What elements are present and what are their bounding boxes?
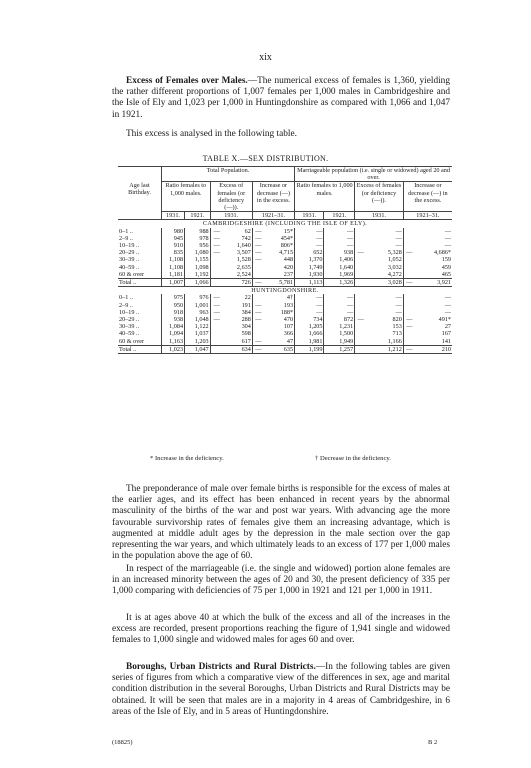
cell-ex: 1,640 — [236, 242, 251, 250]
cell-age: 40–59 .. — [119, 263, 140, 271]
header-excess-total: Excess of females (or deficiency (—)). — [210, 182, 252, 212]
total-cell-mex: 1,212 — [366, 345, 403, 353]
cell-r21: 1,192 — [185, 271, 211, 279]
table-row — [118, 309, 452, 316]
cell-mex: 1,052 — [387, 256, 402, 264]
table-row — [118, 316, 452, 323]
cell-cs — [252, 294, 264, 301]
cell-mch: — — [444, 301, 451, 309]
table-row — [118, 323, 452, 330]
total-row — [118, 279, 452, 287]
cell-cs: — — [252, 249, 264, 256]
cell-r31: 1,108 — [162, 264, 185, 271]
cell-m21: 1,949 — [324, 338, 355, 346]
cell-age: 2–9 .. — [119, 234, 133, 242]
cell-ch: 454* — [280, 234, 294, 242]
cell-es: — — [210, 294, 223, 301]
header-ratio-marriageable: Ratio females to 1,000 males. — [295, 182, 355, 212]
cell-ch: 366 — [283, 330, 294, 338]
total-cell-ex: 726 — [223, 279, 252, 287]
table-row — [118, 228, 452, 235]
cell-mes — [355, 309, 367, 316]
cell-r21: 1,001 — [185, 302, 211, 309]
cell-m31: — — [295, 235, 324, 242]
table-caption: TABLE X.—SEX DISTRIBUTION. — [202, 154, 329, 163]
cell-es — [210, 256, 223, 263]
cell-age: 2–9 .. — [119, 301, 133, 309]
cell-mes — [355, 256, 367, 263]
header-blank — [118, 167, 162, 182]
total-cell-ex: 634 — [223, 345, 252, 353]
cell-mch: — — [444, 227, 451, 235]
cell-mcs — [403, 235, 415, 242]
cell-r21: 1,098 — [185, 264, 211, 271]
cell-m21: — — [324, 242, 355, 249]
year-blank — [118, 212, 162, 220]
cell-mcs — [403, 338, 415, 346]
cell-mch: 491* — [438, 316, 451, 324]
total-cell-m31: 1,113 — [295, 279, 324, 287]
cell-mes — [355, 330, 367, 337]
cell-age: 20–29 .. — [119, 316, 140, 324]
cell-ch: 448 — [283, 256, 294, 264]
cell-mcs — [403, 228, 415, 235]
header-excess-marriageable: Excess of females (or deficiency (—)). — [355, 182, 404, 212]
cell-m21: 1,500 — [324, 330, 355, 337]
cell-mch: — — [444, 294, 451, 302]
cell-es: — — [210, 309, 223, 316]
total-cell-age: Total .. — [118, 345, 162, 353]
year-1931-excess: 1931. — [210, 212, 252, 220]
cell-es: — — [210, 235, 223, 242]
cell-es — [210, 338, 223, 346]
cell-mes — [355, 242, 367, 249]
cell-r31: 938 — [162, 316, 185, 323]
cell-mes — [355, 323, 367, 330]
total-cell-r31: 1,007 — [162, 279, 185, 287]
cell-es — [210, 323, 223, 330]
total-cell-r21: 1,066 — [185, 279, 211, 287]
cell-r21: 1,080 — [185, 249, 211, 256]
total-cell-mcs: — — [403, 279, 415, 287]
paragraph-boroughs — [112, 662, 450, 718]
cell-r31: 1,108 — [162, 256, 185, 263]
cell-age: 0–1 .. — [119, 227, 133, 235]
cell-es: — — [210, 249, 223, 256]
table-row — [118, 256, 452, 263]
cell-cs — [252, 323, 264, 330]
total-cell-ch: 635 — [264, 345, 295, 353]
table-row — [118, 338, 452, 346]
footnote-increase: * Increase in the deficiency. — [150, 455, 224, 462]
cell-mes: — — [355, 249, 367, 256]
cell-mcs — [403, 242, 415, 249]
table-row — [118, 302, 452, 309]
table-row — [118, 271, 452, 279]
cell-mex: 1,166 — [387, 337, 402, 345]
cell-r21: 976 — [185, 294, 211, 301]
total-cell-mch: 3,921 — [415, 279, 452, 287]
header-change-marriageable: Increase or decrease (—) in the excess. — [403, 182, 452, 212]
section-title: CAMBRIDGESHIRE (INCLUDING THE ISLE OF ELY). — [202, 220, 368, 228]
cell-ch: 193 — [283, 301, 294, 309]
cell-m31: 1,205 — [295, 323, 324, 330]
cell-cs: — — [252, 228, 264, 235]
cell-r21: 956 — [185, 242, 211, 249]
cell-mes — [355, 294, 367, 301]
cell-mch: 465 — [441, 270, 451, 278]
cell-m31: 1,981 — [295, 338, 324, 346]
cell-age: 30–39 .. — [119, 256, 140, 264]
cell-m21: 1,969 — [324, 271, 355, 279]
cell-r31: 1,163 — [162, 338, 185, 346]
total-cell-es — [210, 345, 223, 353]
cell-ch: 470 — [283, 316, 294, 324]
cell-ch: 188* — [280, 308, 294, 316]
paragraph-boroughs-text: —In the following tables are given series of figures from which a comparative view of the differences in sex, age and marital condition distribution in the several Boroughs, Urban Districts and Rural Districts may be obtained. It will be seen that males are in a majority in 4 areas of Cambridgeshire, in 6 areas of the Isle of Ely, and in 5 areas of Huntingdonshire. — [112, 662, 450, 717]
cell-ch: 47 — [286, 337, 294, 345]
cell-age: 60 & over — [119, 337, 145, 345]
total-cell-cs: — — [252, 345, 264, 353]
header-marriageable-population: Marriageable population (i.e. single or widowed) aged 20 and over. — [295, 167, 452, 182]
total-cell-mch: 210 — [415, 345, 452, 353]
cell-m21: — — [324, 228, 355, 235]
cell-cs: — — [252, 256, 264, 263]
cell-mes — [355, 271, 367, 279]
table-footnotes — [150, 455, 450, 462]
cell-r31: 1,094 — [162, 330, 185, 337]
cell-mex: 713 — [392, 330, 402, 338]
total-cell-r31: 1,023 — [162, 345, 185, 353]
cell-r31: 1,084 — [162, 323, 185, 330]
cell-m31: — — [295, 302, 324, 309]
year-range-m-change: 1921–31. — [403, 212, 452, 220]
total-cell-cs: — — [252, 279, 264, 287]
cell-ex: 62 — [244, 227, 251, 235]
cell-r31: 910 — [162, 242, 185, 249]
cell-age: 30–39 .. — [119, 323, 140, 331]
cell-mes — [355, 264, 367, 271]
cell-m31: — — [295, 242, 324, 249]
table-row — [118, 249, 452, 256]
heading-boroughs: Boroughs, Urban Districts and Rural Districts. — [126, 662, 316, 672]
cell-mex: 820 — [392, 316, 402, 324]
paragraph-excess-females — [112, 76, 450, 121]
paragraph-preponderance: The preponderance of male over female births is responsible for the excess of males at the earlier ages, and its effect has been enhanced in recent years by the abnormal masculinity of the births of the war and post war years. With advancing age the more favourable survivorship rates of females give them an increasing advantage, which is augmented at middle adult ages by the depression in the male section over the gap representing the war years, and which ultimately leads to an excess of 177 per 1,000 males in the population above the age of 60. — [112, 484, 450, 562]
page-number: xix — [259, 52, 272, 63]
cell-es — [210, 330, 223, 337]
cell-mcs — [403, 264, 415, 271]
cell-mex: — — [395, 294, 402, 302]
cell-ch: 107 — [283, 323, 294, 331]
table-row — [118, 330, 452, 337]
cell-es: — — [210, 242, 223, 249]
header-ratio-total: Ratio females to 1,000 males. — [162, 182, 211, 212]
total-cell-m21: 1,326 — [324, 279, 355, 287]
cell-r21: 1,122 — [185, 323, 211, 330]
sex-distribution-table — [118, 166, 452, 354]
cell-age: 10–19 .. — [119, 242, 140, 250]
footer-signature-mark: B 2 — [428, 739, 438, 746]
year-1931-m-ratio: 1931. — [295, 212, 324, 220]
cell-m21: — — [324, 302, 355, 309]
table-row — [118, 264, 452, 271]
cell-m21: 1,406 — [324, 256, 355, 263]
year-range-change: 1921–31. — [252, 212, 294, 220]
cell-cs: — — [252, 242, 264, 249]
cell-m31: 734 — [295, 316, 324, 323]
cell-ch: 237 — [283, 270, 294, 278]
cell-mcs: — — [403, 316, 415, 323]
total-cell-mes — [355, 345, 367, 353]
cell-m31: 1,666 — [295, 330, 324, 337]
total-row — [118, 345, 452, 353]
cell-age: 60 & over — [119, 270, 145, 278]
cell-mes: — — [355, 316, 367, 323]
cell-mch: 167 — [441, 330, 451, 338]
table-row — [118, 242, 452, 249]
cell-r21: 963 — [185, 309, 211, 316]
cell-r21: 1,037 — [185, 330, 211, 337]
cell-ch: 15* — [283, 227, 294, 235]
cell-ex: 384 — [241, 308, 251, 316]
cell-mcs — [403, 256, 415, 263]
header-total-population: Total Population. — [162, 167, 295, 182]
table-row — [118, 294, 452, 301]
cell-r31: 835 — [162, 249, 185, 256]
cell-mex: 153 — [392, 323, 402, 331]
cell-mch: 159 — [441, 256, 451, 264]
cell-r31: 980 — [162, 228, 185, 235]
cell-mex: — — [395, 234, 402, 242]
cell-r21: 1,048 — [185, 316, 211, 323]
cell-mex: — — [395, 242, 402, 250]
cell-ex: 617 — [241, 337, 251, 345]
cell-mex: — — [395, 227, 402, 235]
cell-r21: 988 — [185, 228, 211, 235]
cell-mcs — [403, 309, 415, 316]
cell-r21: 978 — [185, 235, 211, 242]
total-cell-mes — [355, 279, 367, 287]
cell-cs — [252, 271, 264, 279]
cell-mes — [355, 338, 367, 346]
cell-age: 0–1 .. — [119, 294, 133, 302]
cell-ex: 1,528 — [236, 256, 251, 264]
cell-r31: 950 — [162, 302, 185, 309]
cell-m31: — — [295, 228, 324, 235]
total-cell-mex: 3,028 — [366, 279, 403, 287]
cell-cs: — — [252, 235, 264, 242]
cell-mex: 3,032 — [387, 263, 402, 271]
cell-es — [210, 271, 223, 279]
cell-r21: 1,203 — [185, 338, 211, 346]
cell-r31: 1,181 — [162, 271, 185, 279]
cell-es: — — [210, 228, 223, 235]
cell-m31: 652 — [295, 249, 324, 256]
cell-mch: — — [444, 234, 451, 242]
cell-cs — [252, 330, 264, 337]
total-cell-es — [210, 279, 223, 287]
cell-mcs: — — [403, 323, 415, 330]
cell-mch: 141 — [441, 337, 451, 345]
cell-mex: 4,272 — [387, 270, 402, 278]
cell-ch: 4† — [286, 294, 294, 302]
heading-excess-females: Excess of Females over Males. — [126, 76, 248, 86]
cell-mex: 5,328 — [387, 249, 402, 257]
cell-mcs — [403, 294, 415, 301]
year-1921-m-ratio: 1921. — [324, 212, 355, 220]
cell-m31: — — [295, 294, 324, 301]
total-cell-ch: 5,781 — [264, 279, 295, 287]
cell-cs: — — [252, 338, 264, 346]
cell-m31: 1,370 — [295, 256, 324, 263]
cell-m21: — — [324, 235, 355, 242]
cell-mch: 27 — [444, 323, 451, 331]
cell-ch: 806* — [280, 242, 294, 250]
footer-print-code: (18825) — [112, 739, 133, 746]
cell-mes — [355, 235, 367, 242]
total-cell-m31: 1,199 — [295, 345, 324, 353]
paragraph-analysis-intro: This excess is analysed in the following table. — [126, 129, 297, 139]
cell-mch: 459 — [441, 263, 451, 271]
total-cell-age: Total .. — [118, 279, 162, 287]
total-cell-r21: 1,047 — [185, 345, 211, 353]
cell-age: 20–29 .. — [119, 249, 140, 257]
cell-r21: 1,155 — [185, 256, 211, 263]
cell-ex: 3,507 — [236, 249, 251, 257]
cell-ex: 191 — [241, 301, 251, 309]
cell-m31: 1,930 — [295, 271, 324, 279]
cell-ex: 2,524 — [236, 270, 251, 278]
paragraph-marriageable: In respect of the marriageable (i.e. the single and widowed) portion alone females are in an increased minority between the ages of 20 and 30, the present deficiency of 335 per 1,000 comparing with deficiencies of 75 per 1,000 in 1921 and 121 per 1,000 in 1911. — [112, 564, 450, 597]
table-row — [118, 235, 452, 242]
cell-ex: 2,635 — [236, 263, 251, 271]
cell-m21: 938 — [324, 249, 355, 256]
year-1931-m-excess: 1931. — [355, 212, 404, 220]
cell-mcs — [403, 271, 415, 279]
cell-mcs — [403, 302, 415, 309]
cell-ex: 598 — [241, 330, 251, 338]
cell-m21: — — [324, 309, 355, 316]
cell-es — [210, 264, 223, 271]
cell-m31: 1,749 — [295, 264, 324, 271]
paragraph-excess-text: —The numerical excess of females is 1,360, yielding the rather different proportions of 1,007 females per 1,000 males in Cambridgeshire and the Isle of Ely and 1,023 per 1,000 in Huntingdonshire as compared with 1,066 and 1,047 in 1921. — [112, 76, 450, 120]
cell-m21: 1,231 — [324, 323, 355, 330]
cell-ch: 4,715 — [279, 249, 294, 257]
section-title: HUNTINGDONSHIRE. — [251, 287, 319, 295]
cell-m21: 872 — [324, 316, 355, 323]
cell-r31: 918 — [162, 309, 185, 316]
cell-cs: — — [252, 309, 264, 316]
cell-mcs — [403, 330, 415, 337]
cell-ex: 288 — [241, 316, 251, 324]
cell-es: — — [210, 316, 223, 323]
header-age: Age last Birthday. — [128, 181, 151, 197]
cell-mch: — — [444, 308, 451, 316]
cell-ex: 22 — [244, 294, 251, 302]
cell-m21: — — [324, 294, 355, 301]
cell-ex: 742 — [241, 234, 251, 242]
year-1921-ratio: 1921. — [185, 212, 211, 220]
cell-mch: 4,686* — [433, 249, 451, 257]
cell-cs: — — [252, 302, 264, 309]
year-1931-ratio: 1931. — [162, 212, 185, 220]
cell-cs — [252, 264, 264, 271]
cell-mex: — — [395, 308, 402, 316]
header-change-total: Increase or decrease (—) in the excess. — [252, 182, 294, 212]
footnote-decrease: † Decrease in the deficiency. — [315, 455, 391, 462]
cell-ex: 304 — [241, 323, 251, 331]
cell-mex: — — [395, 301, 402, 309]
cell-r31: 945 — [162, 235, 185, 242]
cell-cs: — — [252, 316, 264, 323]
total-cell-mcs: — — [403, 345, 415, 353]
paragraph-ages-above-40: It is at ages above 40 at which the bulk of the excess and all of the increases in the excess are recorded, present proportions reaching the figure of 1,941 single and widowed females to 1,000 single and widowed males for ages 60 and over. — [112, 613, 450, 646]
cell-age: 10–19 .. — [119, 308, 140, 316]
cell-mch: — — [444, 242, 451, 250]
cell-mes — [355, 302, 367, 309]
cell-r31: 975 — [162, 294, 185, 301]
cell-age: 40–59 .. — [119, 330, 140, 338]
cell-ch: 420 — [283, 263, 294, 271]
cell-mes — [355, 228, 367, 235]
cell-m21: 1,640 — [324, 264, 355, 271]
cell-es: — — [210, 302, 223, 309]
total-cell-m21: 1,257 — [324, 345, 355, 353]
cell-m31: — — [295, 309, 324, 316]
cell-mcs: — — [403, 249, 415, 256]
